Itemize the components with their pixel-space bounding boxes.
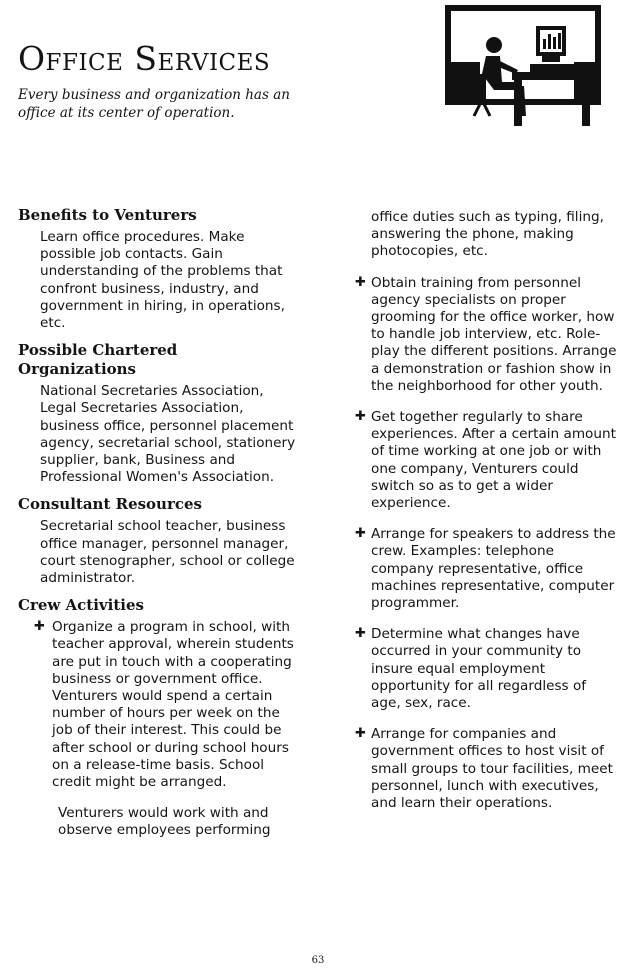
crew-activity-continuation: Venturers would work with and observe employees performing — [58, 805, 271, 839]
page-title: Office Services — [18, 39, 271, 78]
consultants-heading: Consultant Resources — [18, 495, 202, 514]
crew-activity-text: Get together regularly to share experiences. After a certain amount of time working at one job or with one company, Venturers could switch so as to get a wider experience. — [371, 409, 616, 512]
crew-activity-item — [355, 626, 617, 712]
cross-bullet-icon: ✚ — [355, 626, 366, 642]
crew-activity-continuation: office duties such as typing, filing, answering the phone, making photocopies, etc. — [371, 209, 604, 260]
page-subtitle: Every business and organization has an office at its center of operation. — [18, 87, 290, 121]
crew-activity-item — [355, 726, 617, 812]
left-column — [18, 206, 298, 849]
organizations-section — [18, 341, 298, 486]
cross-bullet-icon: ✚ — [34, 619, 45, 635]
benefits-text: Learn office procedures. Make possible job contacts. Gain understanding of the problems that confront business, industry, and government in hiring, in operations, etc. — [40, 229, 285, 332]
page-number: 63 — [311, 955, 325, 966]
organizations-heading: Possible Chartered Organizations — [18, 341, 178, 379]
office-worker-at-computer-icon — [444, 4, 602, 130]
consultants-text: Secretarial school teacher, business office manager, personnel manager, court stenographer, school or college administrator. — [40, 518, 295, 587]
crew-activity-text: Arrange for speakers to address the crew. Examples: telephone company representative, office machines representative, computer programmer. — [371, 526, 616, 612]
cross-bullet-icon: ✚ — [355, 274, 366, 290]
benefits-section — [18, 206, 298, 332]
crew-activity-text: Determine what changes have occurred in your community to insure equal employment opportunity for all regardless of age, sex, race. — [371, 626, 587, 712]
cross-bullet-icon: ✚ — [355, 526, 366, 542]
cross-bullet-icon: ✚ — [355, 726, 366, 742]
crew-activity-item — [355, 526, 617, 612]
crew-activity-text: Organize a program in school, with teacher approval, wherein students are put in touch with a cooperating business or government office. Venturers would spend a certain number of hours per week on the job of their interest. This could be after school or during school hours on a release-time basis. School credit might be arranged. — [52, 619, 294, 791]
crew-heading: Crew Activities — [18, 596, 144, 615]
crew-section — [18, 596, 298, 839]
right-column — [355, 209, 617, 826]
cross-bullet-icon: ✚ — [355, 409, 366, 425]
crew-activity-item — [355, 275, 617, 395]
organizations-text: National Secretaries Association, Legal Secretaries Association, business office, personnel placement agency, secretarial school, stationery supplier, bank, Business and Professional Women's Association. — [40, 383, 296, 486]
crew-activity-text: Obtain training from personnel agency specialists on proper grooming for the office worker, how to handle job interview, etc. Role-play the different positions. Arrange a demonstration or fashion show in the neighborhood for other youth. — [371, 274, 617, 394]
benefits-heading: Benefits to Venturers — [18, 206, 197, 224]
crew-activity-item — [18, 619, 298, 791]
crew-activity-text: Arrange for companies and government offices to host visit of small groups to tour facilities, meet personnel, lunch with executives, and learn their operations. — [371, 726, 613, 812]
crew-activity-item — [355, 409, 617, 512]
consultants-section — [18, 495, 298, 587]
